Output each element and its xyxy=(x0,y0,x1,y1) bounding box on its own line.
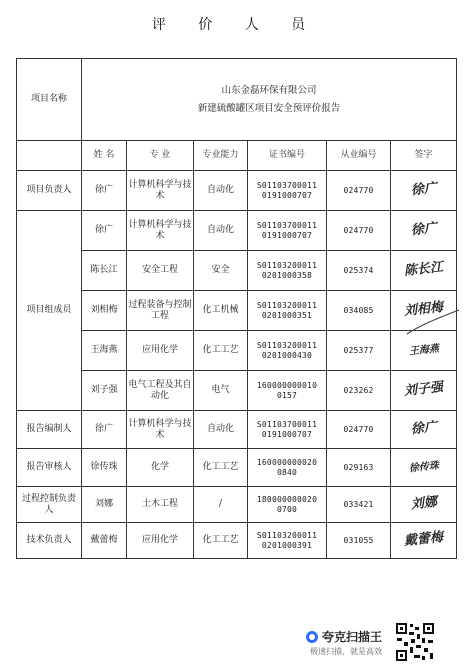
project-name-value xyxy=(82,59,457,141)
cert-line-2: 0201000351 xyxy=(261,310,313,320)
practice-cell: 031055 xyxy=(327,523,391,559)
major-cell: 应用化学 xyxy=(127,331,194,371)
handwritten-signature: 刘娜 xyxy=(409,494,438,513)
header-capability: 专业能力 xyxy=(194,141,248,171)
cert-line-1: S01103700011 xyxy=(256,180,318,190)
role-cell-leader: 项目负责人 xyxy=(17,171,82,211)
cert-cell xyxy=(248,523,327,559)
header-role-blank xyxy=(17,141,82,171)
cert-cell xyxy=(248,487,327,523)
capability-cell: 安全 xyxy=(194,251,248,291)
cert-line-2: 0191000707 xyxy=(261,429,313,439)
header-major: 专 业 xyxy=(127,141,194,171)
cert-line-1: S01103700011 xyxy=(256,419,318,429)
qr-code-icon xyxy=(395,622,435,662)
capability-cell: 化工工艺 xyxy=(194,331,248,371)
cert-line-2: 0157 xyxy=(276,390,298,400)
scanner-brand xyxy=(306,628,382,645)
capability-cell: / xyxy=(194,487,248,523)
cert-line-1: S01103700011 xyxy=(256,220,318,230)
table-row xyxy=(17,211,457,251)
cert-line-1: S01103200011 xyxy=(256,340,318,350)
name-cell: 徐广 xyxy=(82,211,127,251)
page-title: 评 价 人 员 xyxy=(151,17,320,33)
handwritten-signature: 陈长江 xyxy=(403,260,444,279)
handwritten-signature: 王海燕 xyxy=(408,342,439,358)
name-cell: 徐传珠 xyxy=(82,449,127,487)
name-cell: 刘娜 xyxy=(82,487,127,523)
major-cell: 安全工程 xyxy=(127,251,194,291)
name-cell: 刘相梅 xyxy=(82,291,127,331)
capability-cell: 电气 xyxy=(194,371,248,411)
signature-cell xyxy=(391,487,457,523)
cert-cell xyxy=(248,331,327,371)
name-cell: 戴蕾梅 xyxy=(82,523,127,559)
handwritten-signature: 徐广 xyxy=(409,220,438,239)
major-cell: 计算机科学与技术 xyxy=(127,211,194,251)
project-report-title: 新建硫酸罐区项目安全预评价报告 xyxy=(197,102,341,114)
pen-stroke-mark xyxy=(405,308,461,338)
cert-cell xyxy=(248,171,327,211)
brand-slogan: 极速扫描，就是高效 xyxy=(310,647,382,656)
handwritten-signature: 徐广 xyxy=(409,419,438,438)
project-name-row xyxy=(17,59,457,141)
cert-cell xyxy=(248,211,327,251)
table-row xyxy=(17,523,457,559)
name-cell: 徐广 xyxy=(82,411,127,449)
table-row xyxy=(17,251,457,291)
cert-line-1: 180000000020 xyxy=(256,494,318,504)
practice-cell: 029163 xyxy=(327,449,391,487)
cert-line-1: S01103200011 xyxy=(256,530,318,540)
practice-cell: 034085 xyxy=(327,291,391,331)
cert-line-2: 0201000391 xyxy=(261,540,313,550)
signature-cell xyxy=(391,251,457,291)
role-cell-process-control: 过程控制负责人 xyxy=(17,487,82,523)
name-cell: 刘子强 xyxy=(82,371,127,411)
cert-cell xyxy=(248,371,327,411)
role-cell-compiler: 报告编制人 xyxy=(17,411,82,449)
cert-cell xyxy=(248,449,327,487)
cert-cell xyxy=(248,291,327,331)
table-row xyxy=(17,291,457,331)
cert-line-2: 0191000707 xyxy=(261,190,313,200)
practice-cell: 025374 xyxy=(327,251,391,291)
project-name-label: 项目名称 xyxy=(17,59,82,141)
major-cell: 应用化学 xyxy=(127,523,194,559)
cert-line-1: S01103200011 xyxy=(256,300,318,310)
column-header-row xyxy=(17,141,457,171)
role-cell-technical: 技术负责人 xyxy=(17,523,82,559)
capability-cell: 自动化 xyxy=(194,211,248,251)
signature-cell xyxy=(391,211,457,251)
cert-cell xyxy=(248,411,327,449)
practice-cell: 023262 xyxy=(327,371,391,411)
handwritten-signature: 刘子强 xyxy=(403,380,444,399)
table-row xyxy=(17,371,457,411)
capability-cell: 自动化 xyxy=(194,171,248,211)
name-cell: 王海燕 xyxy=(82,331,127,371)
handwritten-signature: 徐传珠 xyxy=(408,459,439,475)
major-cell: 土木工程 xyxy=(127,487,194,523)
practice-cell: 024770 xyxy=(327,171,391,211)
handwritten-signature: 徐广 xyxy=(409,180,438,199)
capability-cell: 化工工艺 xyxy=(194,449,248,487)
table-row xyxy=(17,331,457,371)
signature-cell xyxy=(391,371,457,411)
major-cell: 过程装备与控制工程 xyxy=(127,291,194,331)
handwritten-signature: 刘相梅 xyxy=(403,300,444,319)
practice-cell: 033421 xyxy=(327,487,391,523)
header-signature: 签字 xyxy=(391,141,457,171)
brand-name: 夸克扫描王 xyxy=(322,630,383,644)
cert-line-2: 0201000430 xyxy=(261,350,313,360)
cert-line-2: 0191000707 xyxy=(261,230,313,240)
signature-cell xyxy=(391,171,457,211)
header-cert-no: 证书编号 xyxy=(248,141,327,171)
cert-line-1: 160000000020 xyxy=(256,457,318,467)
signature-cell xyxy=(391,411,457,449)
practice-cell: 024770 xyxy=(327,411,391,449)
quark-logo-icon xyxy=(306,631,318,643)
header-name: 姓 名 xyxy=(82,141,127,171)
practice-cell: 024770 xyxy=(327,211,391,251)
signature-cell xyxy=(391,449,457,487)
cert-cell xyxy=(248,251,327,291)
capability-cell: 自动化 xyxy=(194,411,248,449)
major-cell: 计算机科学与技术 xyxy=(127,411,194,449)
role-cell-reviewer: 报告审核人 xyxy=(17,449,82,487)
evaluator-table xyxy=(16,58,457,559)
major-cell: 计算机科学与技术 xyxy=(127,171,194,211)
signature-cell xyxy=(391,523,457,559)
cert-line-2: 0700 xyxy=(276,504,298,514)
name-cell: 陈长江 xyxy=(82,251,127,291)
capability-cell: 化工机械 xyxy=(194,291,248,331)
table-row xyxy=(17,487,457,523)
table-row xyxy=(17,171,457,211)
header-practice-no: 从业编号 xyxy=(327,141,391,171)
name-cell: 徐广 xyxy=(82,171,127,211)
role-cell-members: 项目组成员 xyxy=(17,211,82,411)
cert-line-1: S01103200011 xyxy=(256,260,318,270)
cert-line-2: 0201000358 xyxy=(261,270,313,280)
major-cell: 电气工程及其自动化 xyxy=(127,371,194,411)
handwritten-signature: 戴蕾梅 xyxy=(403,530,444,549)
cert-line-2: 0840 xyxy=(276,467,298,477)
table-row xyxy=(17,411,457,449)
practice-cell: 025377 xyxy=(327,331,391,371)
project-company: 山东金磊环保有限公司 xyxy=(221,84,317,96)
major-cell: 化学 xyxy=(127,449,194,487)
table-row xyxy=(17,449,457,487)
cert-line-1: 160000000010 xyxy=(256,380,318,390)
capability-cell: 化工工艺 xyxy=(194,523,248,559)
